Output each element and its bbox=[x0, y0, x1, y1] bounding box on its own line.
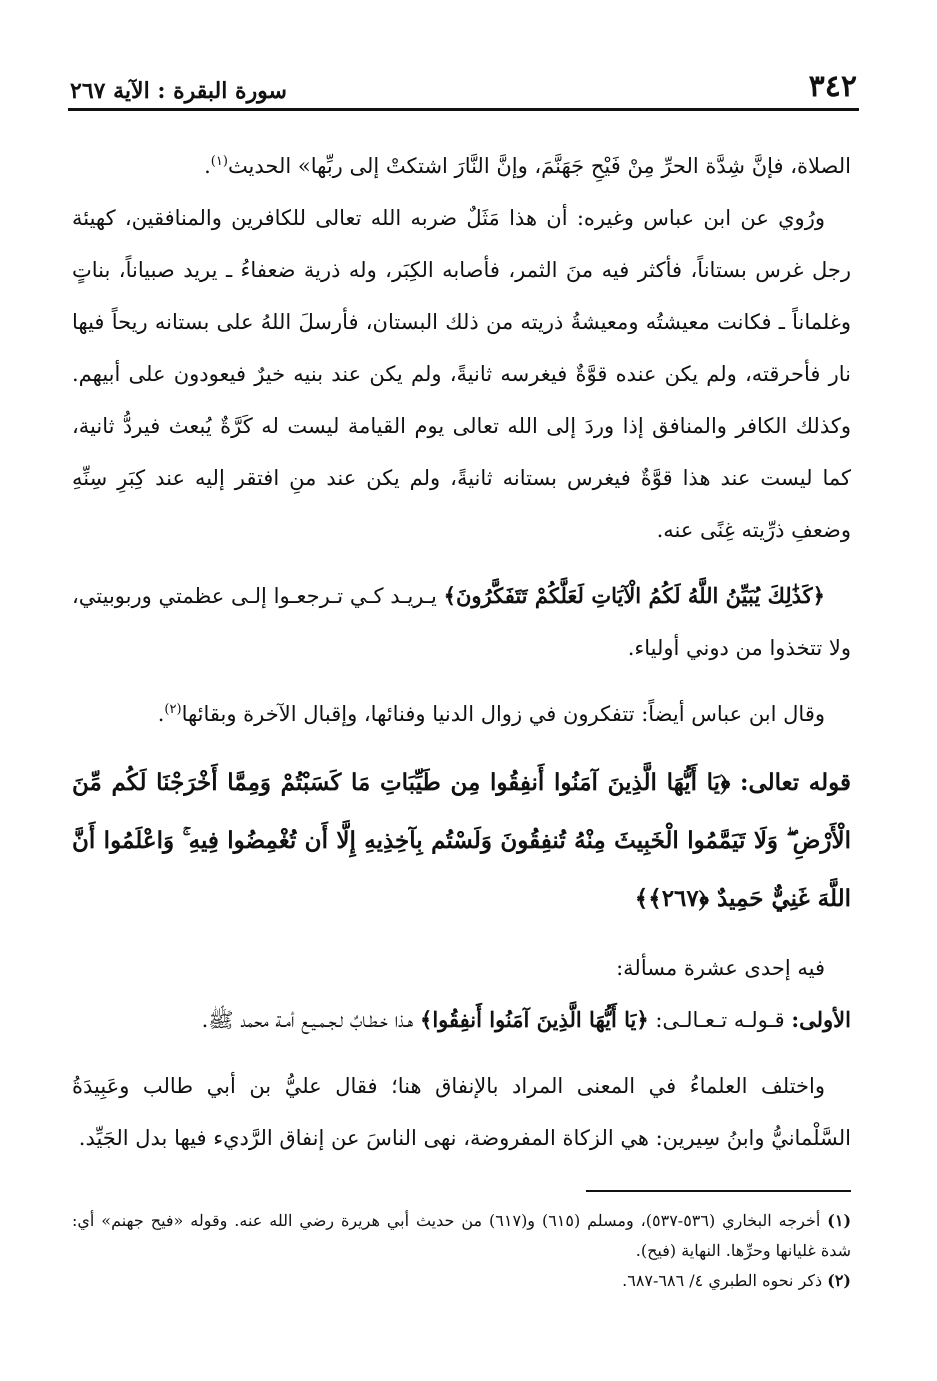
page-number: ٣٤٢ bbox=[808, 69, 857, 104]
issue-label: الأولى: bbox=[791, 1007, 851, 1032]
footnote-number: (٢) bbox=[827, 1271, 851, 1290]
paragraph-verse-explanation: ﴿كَذَٰلِكَ يُبَيِّنُ اللَّهُ لَكُمُ الْآيَاتِ لَعَلَّكُمْ تَتَفَكَّرُونَ﴾ يـريـد كـي تـرجعـوا إلـى عظمتي وربوبيتي، ولا تتخذوا من دوني أولياء. bbox=[72, 583, 851, 660]
footnote-number: (١) bbox=[827, 1211, 852, 1230]
page-header bbox=[70, 64, 857, 104]
footnote-2: (٢) ذكر نحوه الطبري ٤/ ٦٨٦-٦٨٧. bbox=[622, 1271, 851, 1290]
footnote-rule bbox=[586, 1190, 851, 1192]
quran-quote: ﴿كَذَٰلِكَ يُبَيِّنُ اللَّهُ لَكُمُ الْآيَاتِ لَعَلَّكُمْ تَتَفَكَّرُونَ﴾ bbox=[443, 583, 825, 608]
footnotes bbox=[72, 1206, 851, 1296]
verse-text: ﴿يَا أَيُّهَا الَّذِينَ آمَنُوا أَنفِقُوا مِن طَيِّبَاتِ مَا كَسَبْتُمْ وَمِمَّا أَخْرَجْنَا لَكُم مِّنَ الْأَرْضِ ۖ وَلَا تَيَمَّمُوا الْخَبِيثَ مِنْهُ تُنفِقُونَ وَلَسْتُم بِآخِذِيهِ إِلَّا أَن تُغْمِضُوا فِيهِ ۚ وَاعْلَمُوا أَنَّ اللَّهَ غَنِيٌّ حَمِيدٌ ﴿٢٦٧﴾﴾ bbox=[72, 769, 851, 912]
footnote-ref-1: (١) bbox=[210, 154, 228, 169]
verse-label: قوله تعالى: bbox=[739, 769, 852, 796]
paragraph-ibn-abbas-2: وقال ابن عباس أيضاً: تتفكرون في زوال الدنيا وفنائها، وإقبال الآخرة وبقائها$^{(٢)}$. bbox=[157, 702, 825, 726]
running-title: سورة البقرة : الآية ٢٦٧ bbox=[70, 78, 287, 104]
header-rule bbox=[68, 108, 859, 111]
footnote-ref-2: (٢) bbox=[164, 702, 182, 717]
footnote-1: (١) أخرجه البخاري (٥٣٦-٥٣٧)، ومسلم (٦١٥) و(٦١٧) من حديث أبي هريرة رضي الله عنه. وقوله «فيح جهنم» أي: شدة غليانها وحرِّها. النهاية (فيح). bbox=[72, 1211, 852, 1260]
paragraph-hadith-end: الصلاة، فإنَّ شِدَّة الحرِّ مِنْ فَيْحِ جَهَنَّمَ، وإنَّ النَّارَ اشتكتْ إلى ربِّها» الحديث$^{(١)}$. bbox=[204, 154, 851, 178]
main-text bbox=[72, 140, 851, 1164]
paragraph-first-issue: الأولى: قـولـه تـعـالـى: ﴿يَا أَيُّهَا الَّذِينَ آمَنُوا أَنفِقُوا﴾ هـذا خـطـابٌ لـجـمـيـع أمـة محمد ﷺ. bbox=[201, 1007, 851, 1032]
verse-block bbox=[72, 754, 851, 928]
paragraph-issues-count: فيه إحدى عشرة مسألة: bbox=[616, 956, 825, 980]
quran-quote: ﴿يَا أَيُّهَا الَّذِينَ آمَنُوا أَنفِقُوا﴾ bbox=[420, 1007, 649, 1032]
paragraph-scholars: واختلف العلماءُ في المعنى المراد بالإنفاق هنا؛ فقال عليُّ بن أبي طالب وعَبِيدَةُ السَّلْمانيُّ وابنُ سِيرين: هي الزكاة المفروضة، نهى الناسَ عن إنفاق الرَّديء فيها بدل الجَيِّد. bbox=[72, 1074, 851, 1150]
paragraph-ibn-abbas: ورُوي عن ابن عباس وغيره: أن هذا مَثَلٌ ضربه الله تعالى للكافرين والمنافقين، كهيئة رجل غرس بستاناً، فأكثر فيه منَ الثمر، فأصابه الكِبَر، وله ذرية ضعفاءُ ـ يريد صبياناً، بناتٍ وغلماناً ـ فكانت معيشتُه ومعيشةُ ذريته من ذلك البستان، فأرسلَ اللهُ على بستانه ريحاً فيها نار فأحرقته، ولم يكن عنده قوَّةٌ فيغرسه ثانيةً، ولم يكن عند بنيه خيرٌ فيعودون على أبيهم. وكذلك الكافر والمنافق إذا وردَ إلى الله تعالى يوم القيامة ليست له كَرَّةٌ يُبعث فيردُّ ثانية، كما ليست عند هذا قوَّةٌ فيغرس بستانه ثانيةً، ولم يكن عند منِ افتقر إليه عند كِبَرِ سِنِّهِ وضعفِ ذرِّيته غِنًى عنه. bbox=[72, 206, 851, 542]
